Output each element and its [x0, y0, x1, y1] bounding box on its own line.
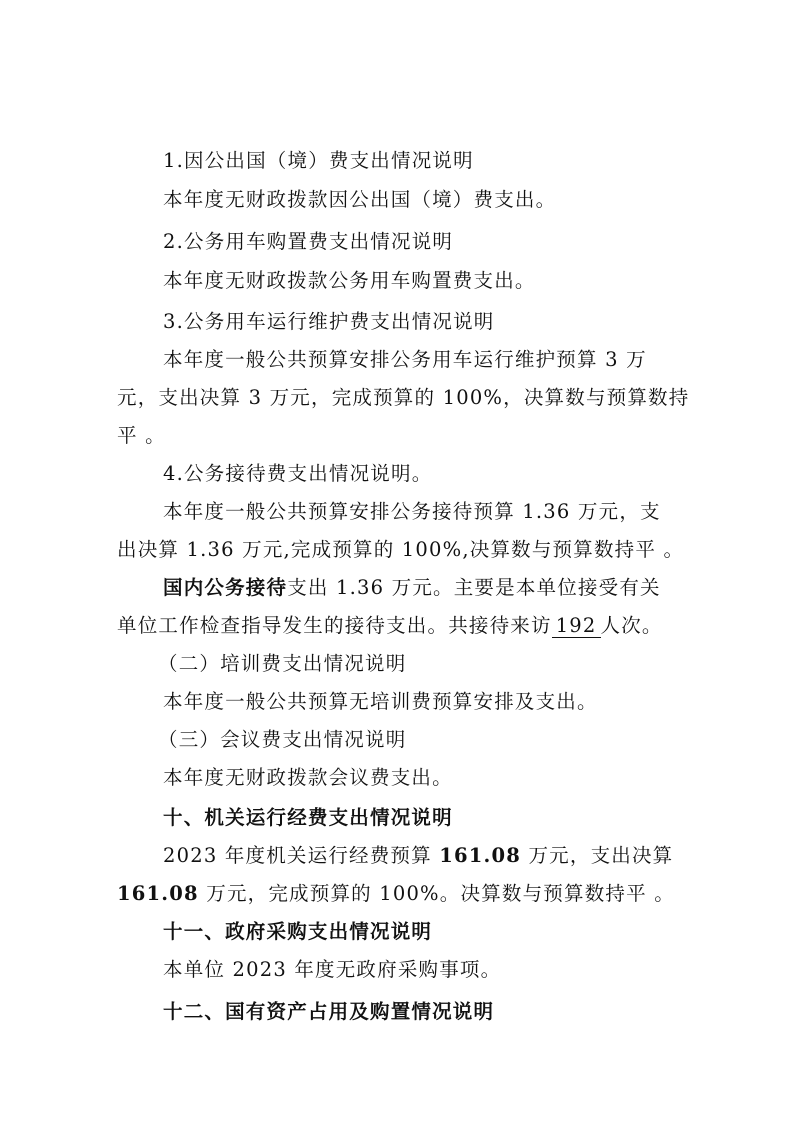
item-3-body-line-1: 本年度一般公共预算安排公务用车运行维护预算 3 万: [163, 348, 647, 371]
section-10-line-1-suffix: 万元，支出决算: [521, 844, 674, 867]
training-body: 本年度一般公共预算无培训费预算安排及支出。: [163, 690, 598, 713]
section-10-line-1: [163, 842, 673, 870]
item-1-title: 1.因公出国（境）费支出情况说明: [163, 149, 474, 172]
domestic-reception-text: 支出 1.36 万元。主要是本单位接受有关: [287, 576, 661, 599]
meeting-title: （三）会议费支出情况说明: [158, 728, 407, 751]
item-2-title: 2.公务用车购置费支出情况说明: [163, 230, 454, 253]
item-3-title: 3.公务用车运行维护费支出情况说明: [163, 310, 495, 333]
domestic-reception-label: 国内公务接待: [163, 576, 288, 599]
budget-amount: 161.08: [439, 844, 522, 867]
section-10-line-2: [117, 880, 675, 908]
item-4-body-line-1: 本年度一般公共预算安排公务接待预算 1.36 万元，支: [163, 500, 661, 523]
item-3-body-line-3: 平 。: [117, 424, 166, 447]
section-12-heading: 十二、国有资产占用及购置情况说明: [163, 1000, 495, 1023]
meeting-body: 本年度无财政拨款会议费支出。: [163, 766, 453, 789]
section-11-body: 本单位 2023 年度无政府采购事项。: [163, 958, 502, 981]
domestic-reception-prefix: 单位工作检查指导发生的接待支出。共接待来访: [117, 614, 552, 637]
training-title: （二）培训费支出情况说明: [158, 652, 407, 675]
actual-amount: 161.08: [117, 882, 199, 905]
item-4-body-line-2: 出决算 1.36 万元,完成预算的 100%,决算数与预算数持平 。: [117, 538, 685, 561]
visitor-unit: 人次。: [600, 614, 663, 637]
domestic-reception-line-1: [163, 574, 661, 602]
domestic-reception-line-2: [117, 612, 663, 640]
section-11-heading: 十一、政府采购支出情况说明: [163, 920, 433, 943]
section-10-heading: 十、机关运行经费支出情况说明: [163, 806, 453, 829]
section-10-line-2-suffix: 万元，完成预算的 100%。决算数与预算数持平 。: [198, 882, 675, 905]
item-3-body-line-2: 元，支出决算 3 万元，完成预算的 100%，决算数与预算数持: [117, 386, 690, 409]
section-10-line-1-prefix: 2023 年度机关运行经费预算: [163, 844, 440, 867]
item-2-body: 本年度无财政拨款公务用车购置费支出。: [163, 269, 536, 292]
item-1-body: 本年度无财政拨款因公出国（境）费支出。: [163, 188, 557, 211]
visitor-count: 192: [552, 615, 601, 638]
item-4-title: 4.公务接待费支出情况说明。: [163, 462, 433, 485]
